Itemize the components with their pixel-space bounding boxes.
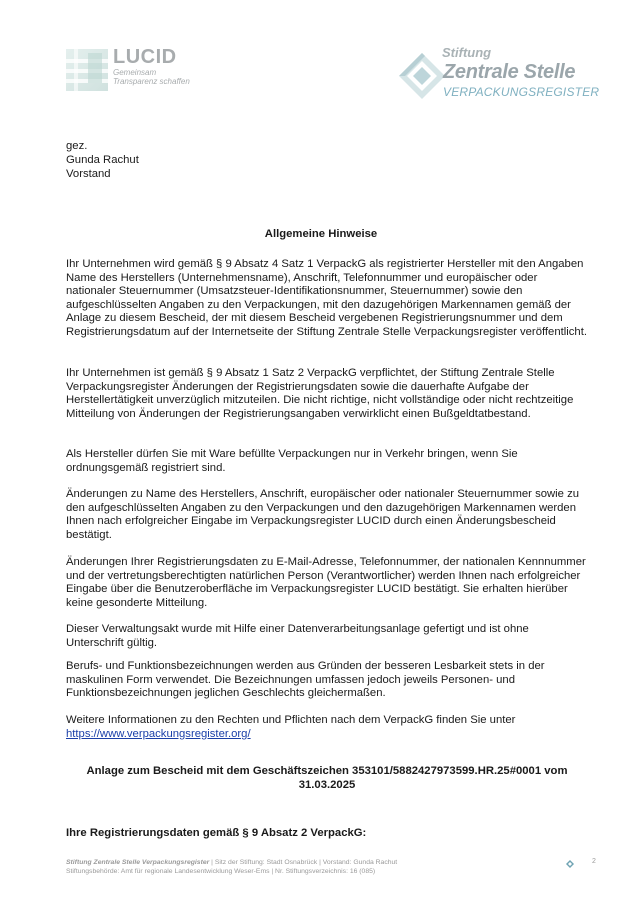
lucid-wordmark: LUCID	[113, 46, 177, 68]
lucid-tagline-line2: Transparenz schaffen	[113, 77, 190, 86]
footer	[66, 858, 526, 876]
paragraph-1: Ihr Unternehmen wird gemäß § 9 Absatz 4 Satz 1 VerpackG als registrierter Hersteller mit den Angaben Name des Herstellers (Unternehmensname), Anschrift, Telefonnummer und europäischer oder nationaler Steuernummer (Umsatzsteuer-Identifikationsnummer, Steuernummer) sowie den aufgeschlüsselten Angaben zu den Verpackungen, mit den dazugehörigen Markennamen gemäß der Anlage zu diesem Bescheid, der mit diesem Bescheid vergebenen Registrierungsnummer und dem Registrierungsdatum auf der Internetseite der Stiftung Zentrale Stelle Verpackungsregister veröffentlicht.	[66, 258, 587, 338]
lucid-logo-icon	[66, 49, 108, 91]
lucid-tagline	[113, 68, 223, 86]
anlage-heading	[66, 764, 588, 792]
signature-name: Gunda Rachut	[66, 154, 139, 166]
paragraph-3: Als Hersteller dürfen Sie mit Ware befüllte Verpackungen nur in Verkehr bringen, wenn Sie ordnungsgemäß registriert sind.	[66, 448, 518, 474]
verpackungsregister-link[interactable]: https://www.verpackungsregister.org/	[66, 727, 251, 740]
page-number: 2	[592, 858, 596, 865]
zsvr-stiftung-text: Stiftung	[442, 45, 492, 60]
signature-role: Vorstand	[66, 168, 111, 180]
footer-line2: Stiftungsbehörde: Amt für regionale Landesentwicklung Weser-Ems | Nr. Stiftungsverzeichnis: 16 (085)	[66, 868, 376, 875]
footer-line1-rest: | Sitz der Stiftung: Stadt Osnabrück | Vorstand: Gunda Rachut	[209, 859, 398, 866]
signature-block	[66, 140, 139, 182]
paragraph-2: Ihr Unternehmen ist gemäß § 9 Absatz 1 Satz 2 VerpackG verpflichtet, der Stiftung Zentrale Stelle Verpackungsregister Änderungen der Registrierungsdaten sowie die dauerhafte Aufgabe der Herstellertätigkeit unverzüglich mitzuteilen. Die nicht richtige, nicht vollständige oder nicht rechtzeitige Mitteilung von Änderungen der Registrierungsangaben verwirklicht einen Bußgeldtatbestand.	[66, 367, 574, 420]
registration-heading: Ihre Registrierungsdaten gemäß § 9 Absatz 2 VerpackG:	[66, 827, 367, 839]
zsvr-logo-icon	[395, 49, 449, 103]
lucid-logo	[66, 46, 216, 95]
anlage-line1: Anlage zum Bescheid mit dem Geschäftszeichen 353101/5882427973599.HR.25#0001 vom	[86, 765, 568, 777]
zsvr-logo	[395, 45, 605, 105]
zsvr-sub-text: VERPACKUNGSREGISTER	[443, 85, 600, 99]
anlage-line2: 31.03.2025	[298, 779, 356, 791]
signature-gez: gez.	[66, 140, 88, 152]
paragraph-6: Dieser Verwaltungsakt wurde mit Hilfe einer Datenverarbeitungsanlage gefertigt und ist ohne Unterschrift gültig.	[66, 623, 529, 649]
footer-logo-icon	[566, 860, 574, 868]
paragraph-8	[66, 714, 588, 741]
footer-line1	[66, 858, 526, 867]
lucid-tagline-line1: Gemeinsam	[113, 68, 157, 77]
paragraph-7: Berufs- und Funktionsbezeichnungen werden aus Gründen der besseren Lesbarkeit stets in der maskulinen Form verwendet. Die Bezeichnungen umfassen jedoch jeweils Personen- und Funktionsbezeichnungen jeglichen Geschlechts gleichermaßen.	[66, 660, 545, 700]
paragraph-8-text: Weitere Informationen zu den Rechten und Pflichten nach dem VerpackG finden Sie unter	[66, 714, 516, 726]
paragraph-5: Änderungen Ihrer Registrierungsdaten zu E-Mail-Adresse, Telefonnummer, der nationalen Kennnummer und der vertretungsberechtigten natürlichen Person (Verantwortlicher) werden Ihnen nach erfolgreicher Eingabe über die Benutzeroberfläche im Verpackungsregister LUCID bestätigt. Sie erhalten hierüber keine gesonderte Mitteilung.	[66, 556, 586, 609]
paragraph-4: Änderungen zu Name des Herstellers, Anschrift, europäischer oder nationaler Steuernummer sowie zu den aufgeschlüsselten Angaben zu den Verpackungen und den dazugehörigen Markennamen werden Ihnen nach erfolgreicher Eingabe im Verpackungsregister LUCID durch einen Änderungsbescheid bestätigt.	[66, 488, 580, 541]
footer-org: Stiftung Zentrale Stelle Verpackungsregister	[66, 859, 210, 866]
section-title: Allgemeine Hinweise	[264, 228, 378, 240]
zsvr-name-text: Zentrale Stelle	[443, 61, 576, 83]
